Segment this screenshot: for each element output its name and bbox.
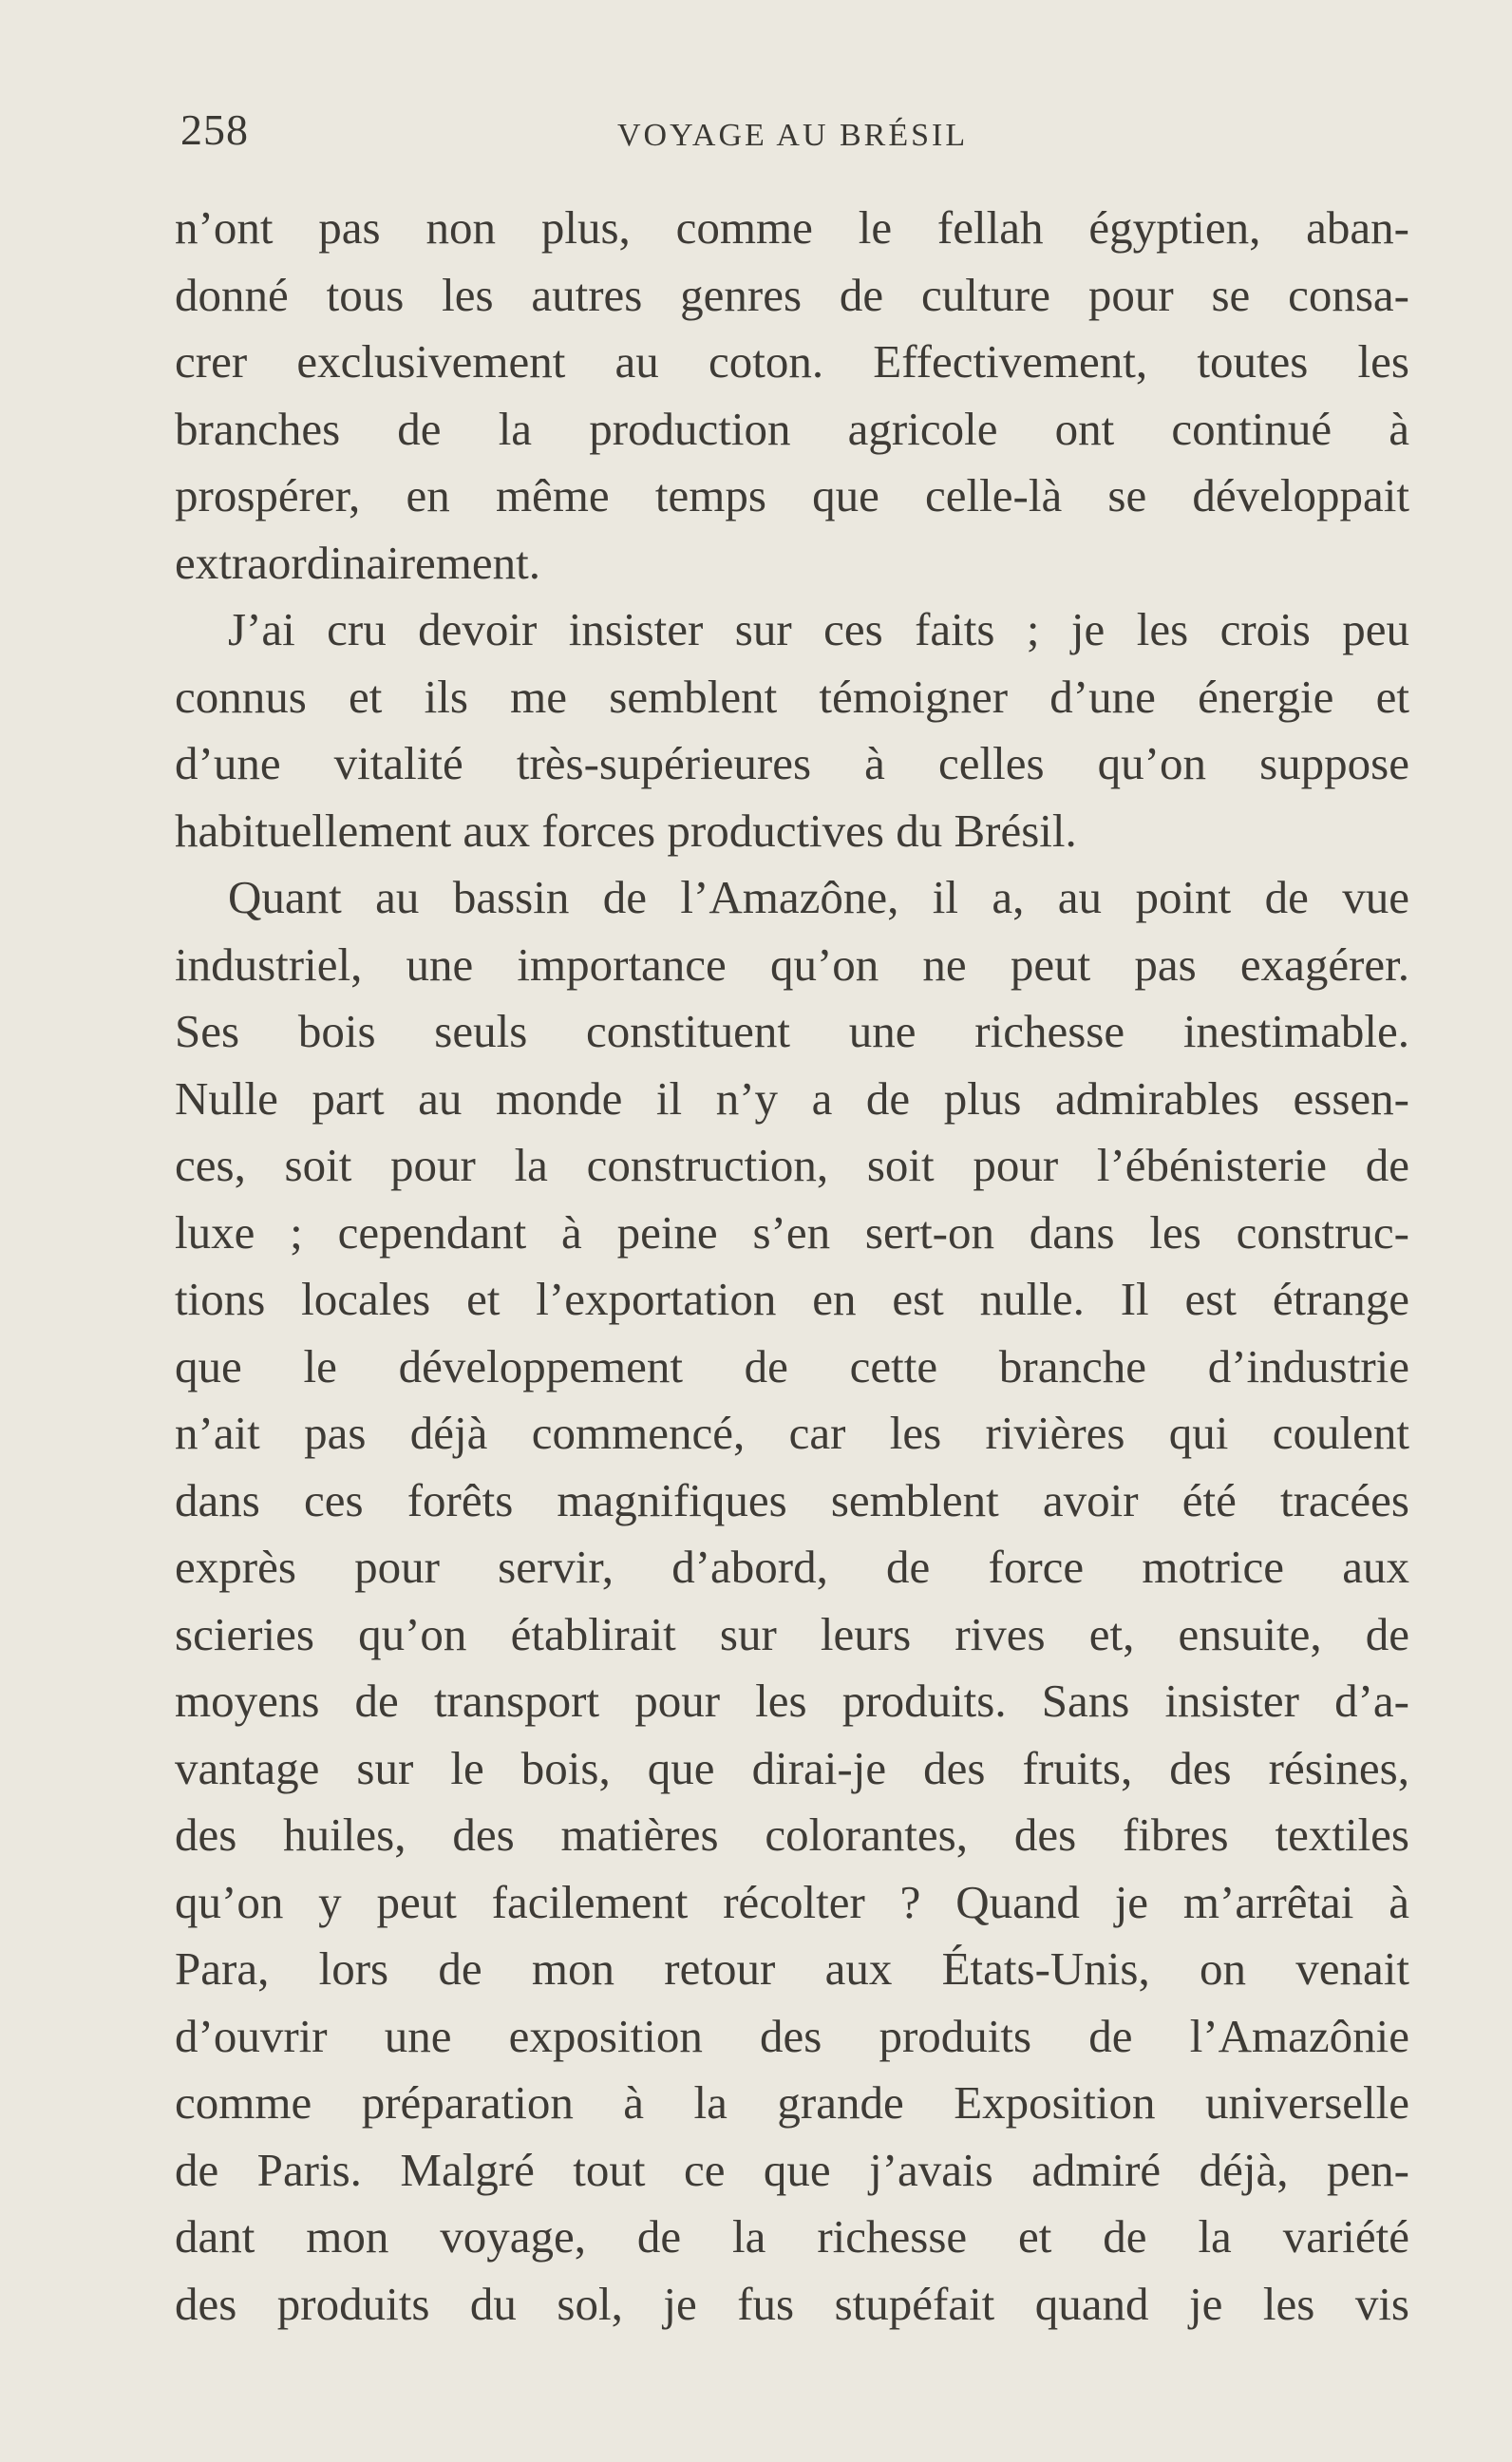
- text-line: vantage sur le bois, que dirai-je des fruits, des résines,: [175, 1741, 1409, 1794]
- text-line: habituellement aux forces productives du Brésil.: [175, 804, 1077, 857]
- text-line: exprès pour servir, d’abord, de force motrice aux: [175, 1541, 1409, 1593]
- text-line: n’ait pas déjà commencé, car les rivières qui coulent: [175, 1407, 1409, 1459]
- text-line: tions locales et l’exportation en est nulle. Il est étrange: [175, 1273, 1409, 1325]
- text-line: Ses bois seuls constituent une richesse inestimable.: [175, 1005, 1409, 1057]
- body-text: [175, 195, 1409, 2338]
- text-line: des huiles, des matières colorantes, des fibres textiles: [175, 1809, 1409, 1861]
- text-line: que le développement de cette branche d’industrie: [175, 1339, 1409, 1392]
- text-line: des produits du sol, je fus stupéfait quand je les vis: [175, 2277, 1409, 2330]
- text-line: d’une vitalité très-supérieures à celles qu’on suppose: [175, 737, 1409, 789]
- text-line: donné tous les autres genres de culture pour se consa-: [175, 268, 1409, 321]
- text-line: branches de la production agricole ont continué à: [175, 402, 1409, 455]
- text-line: extraordinairement.: [175, 536, 541, 589]
- text-line: n’ont pas non plus, comme le fellah égyptien, aban-: [175, 201, 1409, 254]
- text-line: dant mon voyage, de la richesse et de la variété: [175, 2210, 1409, 2263]
- text-line: scieries qu’on établirait sur leurs rives et, ensuite, de: [175, 1607, 1409, 1660]
- text-line: qu’on y peut facilement récolter ? Quand je m’arrêtai à: [175, 1875, 1409, 1928]
- text-line: de Paris. Malgré tout ce que j’avais admiré déjà, pen-: [175, 2143, 1409, 2196]
- page-number: 258: [180, 105, 249, 154]
- text-line: Nulle part au monde il n’y a de plus admirables essen-: [175, 1071, 1409, 1125]
- text-line: Para, lors de mon retour aux États-Unis, on venait: [175, 1942, 1409, 1995]
- text-line: industriel, une importance qu’on ne peut pas exagérer.: [175, 937, 1409, 991]
- text-line: prospérer, en même temps que celle-là se développait: [175, 469, 1409, 521]
- text-line: comme préparation à la grande Exposition universelle: [175, 2076, 1409, 2129]
- text-line: ces, soit pour la construction, soit pour l’ébénisterie de: [175, 1139, 1409, 1191]
- text-line: connus et ils me semblent témoigner d’une énergie et: [175, 670, 1409, 723]
- text-line: moyens de transport pour les produits. Sans insister d’a-: [175, 1675, 1409, 1727]
- text-line: crer exclusivement au coton. Effectivement, toutes les: [175, 335, 1409, 388]
- running-head: [180, 104, 1406, 171]
- running-title: VOYAGE AU BRÉSIL: [617, 118, 969, 153]
- text-line: d’ouvrir une exposition des produits de l’Amazônie: [175, 2009, 1409, 2062]
- text-line: dans ces forêts magnifiques semblent avoir été tracées: [175, 1473, 1409, 1526]
- text-line: luxe ; cependant à peine s’en sert-on dans les construc-: [175, 1205, 1409, 1259]
- text-line: J’ai cru devoir insister sur ces faits ; je les crois peu: [228, 603, 1409, 655]
- text-line: Quant au bassin de l’Amazône, il a, au point de vue: [228, 871, 1409, 923]
